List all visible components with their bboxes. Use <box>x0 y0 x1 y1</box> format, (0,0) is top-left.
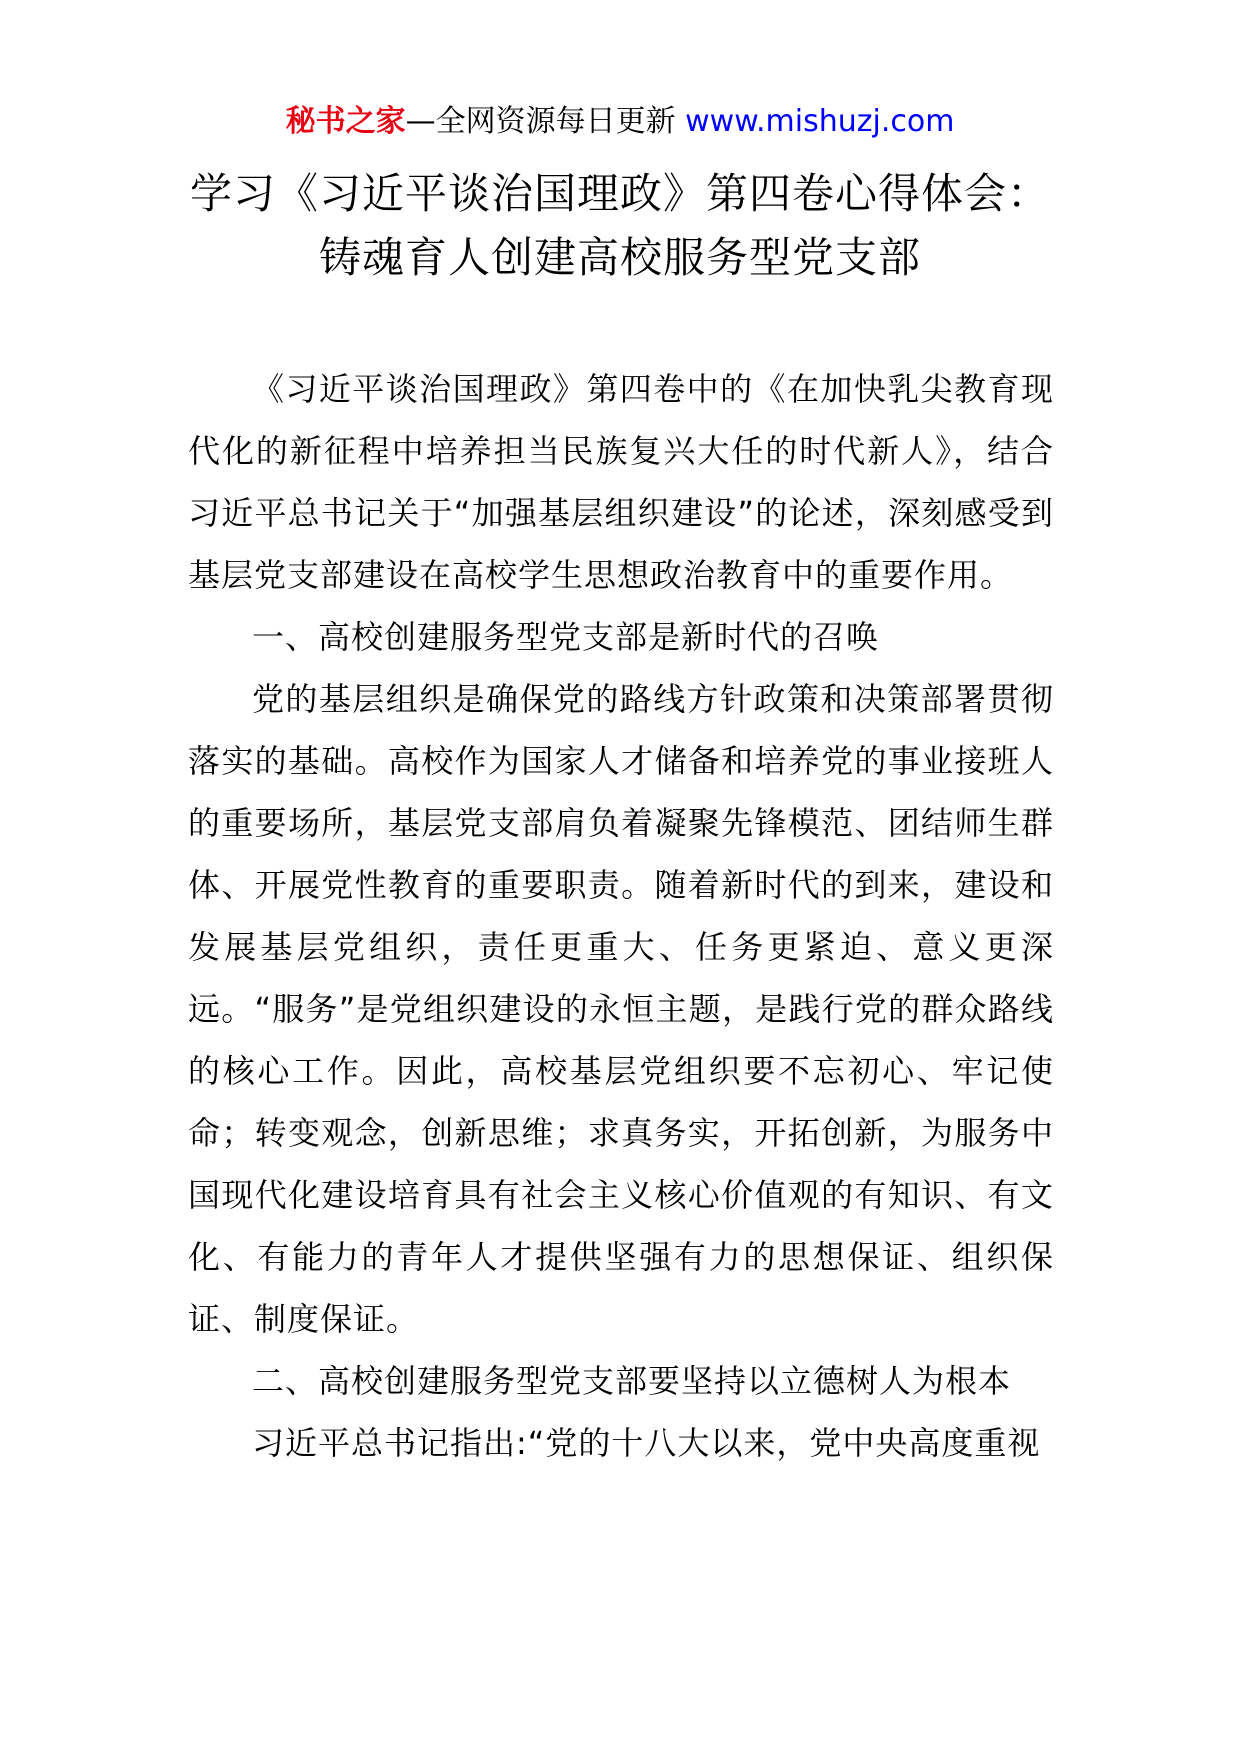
section-2-paragraph: 习近平总书记指出:“党的十八大以来，党中央高度重视 <box>252 1424 1041 1462</box>
site-url-link[interactable]: www.mishuzj.com <box>685 104 955 139</box>
site-header <box>0 102 1240 142</box>
section-heading-1: 一、高校创建服务型党支部是新时代的召唤 <box>252 618 880 656</box>
section-1-paragraph: 党的基层组织是确保党的路线方针政策和决策部署贯彻落实的基础。高校作为国家人才储备和培养党的事业接班人的重要场所，基层党支部肩负着凝聚先锋模范、团结师生群体、开展党性教育的重要职责。随着新时代的到来，建设和发展基层党组织，责任更重大、任务更紧迫、意义更深远。“服务”是党组织建设的永恒主题，是践行党的群众路线的核心工作。因此，高校基层党组织要不忘初心、牢记使命；转变观念，创新思维；求真务实，开拓创新，为服务中国现代化建设培育具有社会主义核心价值观的有知识、有文化、有能力的青年人才提供坚强有力的思想保证、组织保证、制度保证。 <box>188 680 1054 1338</box>
section-heading-2: 二、高校创建服务型党支部要坚持以立德树人为根本 <box>252 1362 1012 1400</box>
document-title: 学习《习近平谈治国理政》第四卷心得体会：铸魂育人创建高校服务型党支部 <box>190 169 1051 282</box>
site-name: 秘书之家 <box>285 104 406 139</box>
document-body <box>188 358 1054 1474</box>
site-tagline: —全网资源每日更新 <box>405 104 686 139</box>
intro-paragraph: 《习近平谈治国理政》第四卷中的《在加快乳尖教育现代化的新征程中培养担当民族复兴大任的时代新人》，结合习近平总书记关于“加强基层组织建设”的论述，深刻感受到基层党支部建设在高校学生思想政治教育中的重要作用。 <box>188 370 1054 594</box>
